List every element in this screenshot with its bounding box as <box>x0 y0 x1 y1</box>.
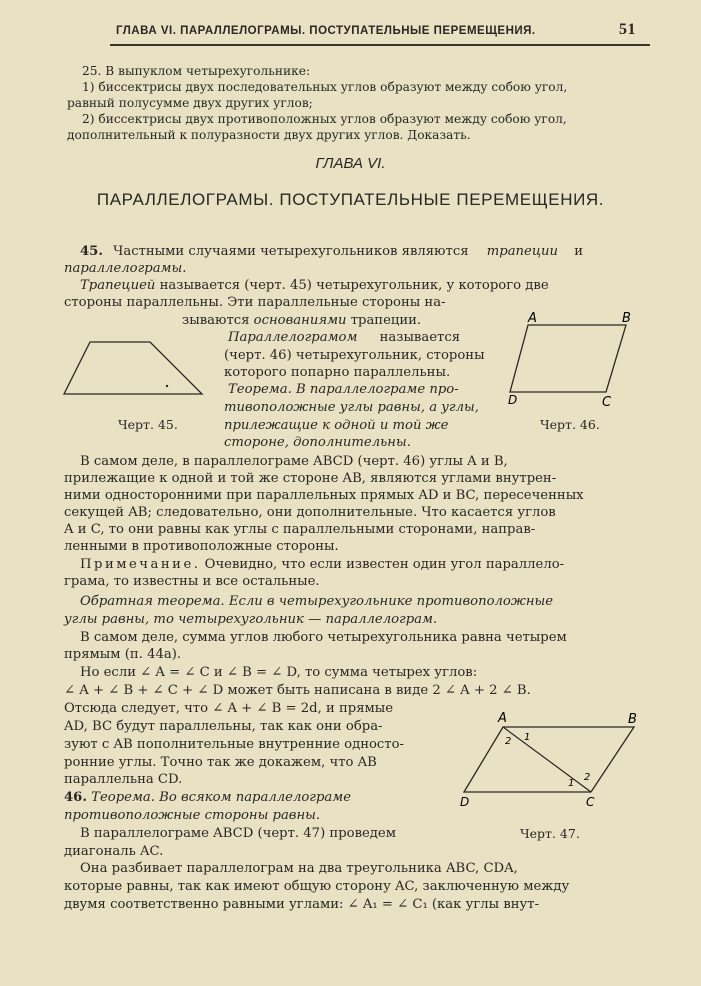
converse-theorem-line-1 <box>80 593 553 610</box>
s45-q6: AD, BC будут параллельны, так как они обра- <box>64 719 383 734</box>
s45-l6a: Параллелограмом <box>228 330 358 345</box>
converse-theorem-line-2: углы равны, то четырехугольник — параллелограм. <box>64 612 438 627</box>
trapezoid-shape <box>64 342 202 394</box>
s45-q5: Отсюда следует, что ∠ A + ∠ B = 2d, и прямые <box>64 701 394 716</box>
fig47-label-c: C <box>586 795 595 809</box>
s45-l3a: Трапецией <box>80 278 156 293</box>
s46-theorem-line-1 <box>64 789 351 806</box>
converse-theorem-text-1: Если в четырехугольнике противоположные <box>228 594 554 609</box>
s46-theorem-text-1: Во всяком параллелограме <box>159 790 351 805</box>
s45-line-3 <box>80 277 549 294</box>
problem-25-line-5: дополнительный к полуразности двух других углов. Доказать. <box>67 128 471 142</box>
s46-theorem-label: Теорема. <box>91 790 155 805</box>
diagonal-ac <box>503 727 591 792</box>
section-45-number: 45. <box>80 244 103 259</box>
s45-l1b: трапеции <box>486 244 559 259</box>
note-text-1: Очевидно, что если известен один угол параллело- <box>204 557 565 572</box>
s45-q9: параллельна CD. <box>64 772 183 787</box>
s46-line-5: двумя соответственно равными углами: ∠ A₁ = ∠ C₁ (как углы внут- <box>64 897 540 912</box>
s45-line-7: (черт. 46) четырехугольник, стороны <box>224 348 485 363</box>
problem-25-line-2: 1) биссектрисы двух последовательных углов образуют между собою угол, <box>82 80 568 94</box>
s45-proof-3: ними односторонними при параллельных прямых AD и BC, пересеченных <box>64 488 584 503</box>
fig47-label-d: D <box>460 795 470 809</box>
figure-46-parallelogram <box>498 308 638 408</box>
chapter-title: ПАРАЛЛЕЛОГРАМЫ. ПОСТУПАТЕЛЬНЫЕ ПЕРЕМЕЩЕНИЯ. <box>96 190 605 209</box>
section-46-number: 46. <box>64 790 87 805</box>
parallelogram-shape-47 <box>464 727 634 792</box>
fig47-angle-1-top: 1 <box>524 732 531 743</box>
problem-25-line-3: равный полусумме двух других углов; <box>67 96 313 110</box>
chapter-label: ГЛАВА VI. <box>315 155 386 172</box>
theorem-line-3: прилежащие к одной и той же <box>224 418 449 433</box>
s46-line-3: Она разбивает параллелограм на два треугольника ABC, CDA, <box>80 861 518 876</box>
note-label: Примечание. <box>80 557 201 572</box>
s45-l1c: и <box>574 244 584 259</box>
s45-line-2: параллелограмы. <box>64 261 187 276</box>
s45-line-8: которого попарно параллельны. <box>224 365 451 380</box>
s45-proof-5: A и C, то они равны как углы с параллельными сторонами, направ- <box>64 522 536 537</box>
fig47-label-b: B <box>628 712 637 727</box>
s45-line-1 <box>80 243 583 260</box>
figure-46-caption: Черт. 46. <box>540 417 600 432</box>
s45-q7: зуют с AB пополнительные внутренние односто- <box>64 737 405 752</box>
note-line-1 <box>80 556 564 573</box>
running-header <box>116 21 636 38</box>
theorem-line-2: тивоположные углы равны, а углы, <box>224 400 479 415</box>
s45-q1: В самом деле, сумма углов любого четырехугольника равна четырем <box>80 630 567 645</box>
s45-line-5 <box>182 312 421 329</box>
s46-theorem-line-2: противоположные стороны равны. <box>64 808 321 823</box>
s46-line-4: которые равны, так как имеют общую сторону AC, заключенную между <box>64 879 570 894</box>
s45-l1a: Частными случаями четырехугольников являются <box>113 244 469 259</box>
figure-47-caption: Черт. 47. <box>520 826 580 841</box>
s46-line-2: диагональ AC. <box>64 844 164 859</box>
fig47-angle-1-bottom: 1 <box>568 778 575 789</box>
s45-q3: Но если ∠ A = ∠ C и ∠ B = ∠ D, то сумма четырех углов: <box>80 665 478 680</box>
figure-45-trapezoid <box>60 336 210 404</box>
s46-line-1: В параллелограме ABCD (черт. 47) проведем <box>80 826 396 841</box>
parallelogram-shape <box>510 325 626 392</box>
running-title: ГЛАВА VI. ПАРАЛЛЕЛОГРАМЫ. ПОСТУПАТЕЛЬНЫЕ ПЕРЕМЕЩЕНИЯ. <box>116 25 536 37</box>
theorem-line-4: стороне, дополнительны. <box>224 435 411 450</box>
figure-47-parallelogram <box>458 706 648 818</box>
fig46-label-a: A <box>528 311 537 326</box>
problem-25-line-1: 25. В выпуклом четырехугольнике: <box>82 64 311 78</box>
s45-l3b: называется (черт. 45) четырехугольник, у которого две <box>159 278 549 293</box>
fig46-label-c: C <box>602 395 612 408</box>
s45-proof-1: В самом деле, в параллелограме ABCD (черт. 46) углы A и B, <box>80 454 508 469</box>
fig46-label-b: B <box>622 311 631 326</box>
s45-l5b: основаниями <box>253 313 347 328</box>
fig47-angle-2-bottom: 2 <box>584 772 591 783</box>
header-rule <box>110 44 650 46</box>
page-number: 51 <box>619 21 636 38</box>
note-line-2: грама, то известны и все остальные. <box>64 574 320 589</box>
s45-line-4: стороны параллельны. Эти параллельные стороны на- <box>64 295 446 310</box>
s45-q2: прямым (п. 44а). <box>64 647 182 662</box>
figure-45-caption: Черт. 45. <box>118 417 178 432</box>
s45-l6b: называется <box>379 330 461 345</box>
s45-q4: ∠ A + ∠ B + ∠ C + ∠ D может быть написана в виде 2 ∠ A + 2 ∠ B. <box>64 683 531 698</box>
s45-q8: ронние углы. Точно так же докажем, что AB <box>64 755 377 770</box>
fig46-label-d: D <box>508 393 518 407</box>
s45-l5c: трапеции. <box>350 313 422 328</box>
s45-proof-2: прилежащие к одной и той же стороне AB, являются углами внутрен- <box>64 471 557 486</box>
converse-theorem-label: Обратная теорема. <box>80 594 225 609</box>
s45-line-6 <box>228 329 460 346</box>
s45-l5a: зываются <box>182 313 250 328</box>
s45-proof-4: секущей AB; следовательно, они дополнительные. Что касается углов <box>64 505 556 520</box>
problem-25-line-4: 2) биссектрисы двух противоположных углов образуют между собою угол, <box>82 112 567 126</box>
theorem-line-1: Теорема. В параллелограме про- <box>228 382 459 397</box>
trapezoid-dot <box>166 385 168 387</box>
s45-proof-6: ленными в противоположные стороны. <box>64 539 339 554</box>
fig47-angle-2-top: 2 <box>505 736 512 747</box>
fig47-label-a: A <box>498 711 507 726</box>
